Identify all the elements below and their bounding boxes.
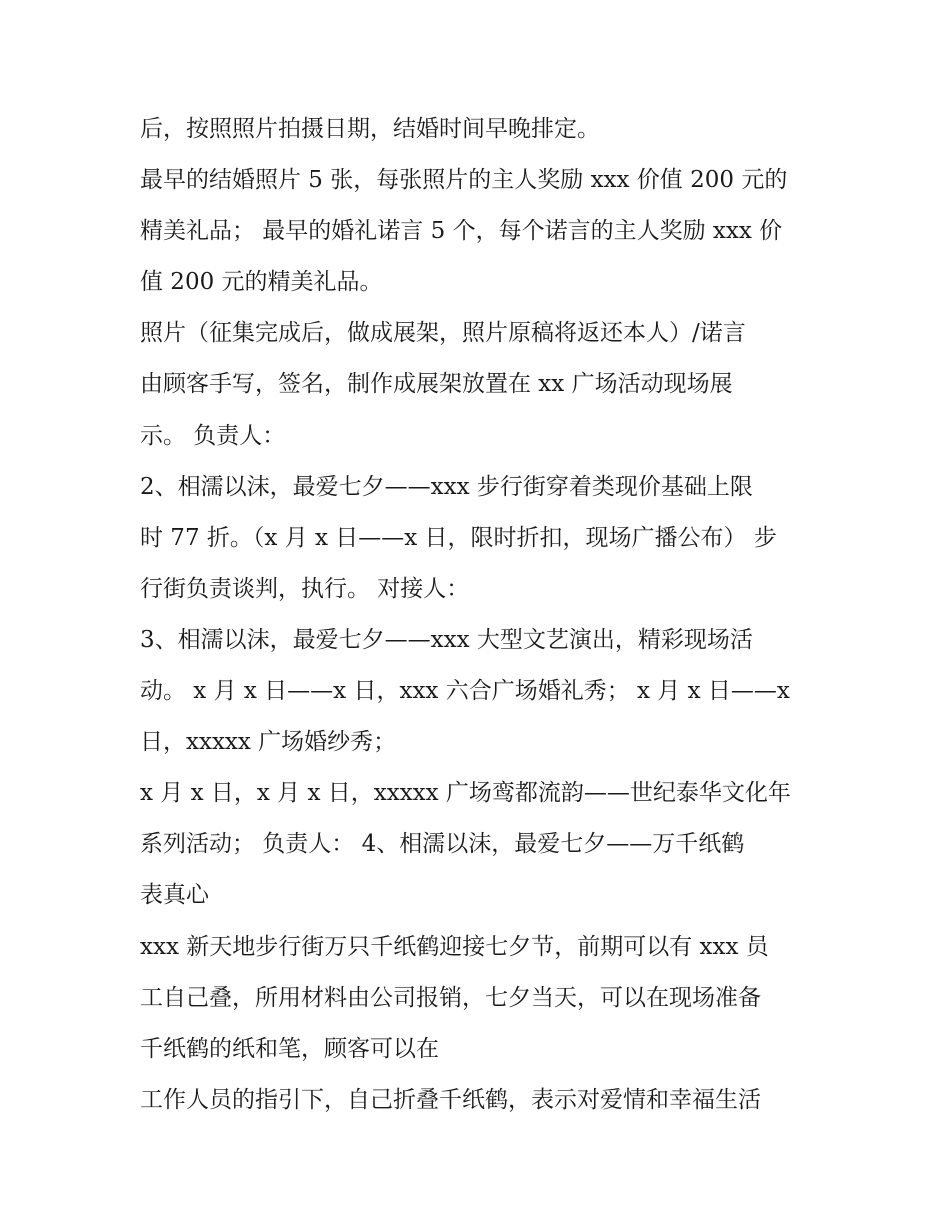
text-line: 工自己叠，所用材料由公司报销，七夕当天，可以在现场准备 (140, 984, 761, 1011)
text-line: 行街负责谈判，执行。 对接人： (140, 575, 470, 602)
text-line: 千纸鹤的纸和笔，顾客可以在 (140, 1035, 439, 1062)
text-line: 3、相濡以沫，最爱七夕——xxx 大型文艺演出，精彩现场活 (140, 626, 753, 653)
text-line: 日，xxxxx 广场婚纱秀； (140, 729, 397, 756)
text-line: 后，按照照片拍摄日期，结婚时间早晚排定。 (140, 116, 600, 142)
text-line: 工作人员的指引下，自己折叠千纸鹤，表示对爱情和幸福生活 (140, 1086, 761, 1113)
text-line: 精美礼品； 最早的婚礼诺言 5 个，每个诺言的主人奖励 xxx 价 (140, 218, 783, 245)
text-line: 示。 负责人： (140, 422, 286, 449)
text-line: 由顾客手写，签名，制作成展架放置在 xx 广场活动现场展 (140, 371, 733, 398)
text-line: 值 200 元的精美礼品。 (140, 269, 383, 296)
text-line: x 月 x 日，x 月 x 日，xxxxx 广场鸾都流韵——世纪泰华文化年 (140, 780, 791, 807)
text-line: 2、相濡以沫，最爱七夕——xxx 步行街穿着类现价基础上限 (140, 473, 753, 500)
text-line: xxx 新天地步行街万只千纸鹤迎接七夕节，前期可以有 xxx 员 (140, 933, 769, 960)
text-line: 动。 x 月 x 日——x 日，xxx 六合广场婚礼秀； x 月 x 日——x (140, 678, 790, 705)
text-line: 系列活动； 负责人： 4、相濡以沫，最爱七夕——万千纸鹤 (140, 831, 745, 858)
document-body (140, 104, 820, 1126)
text-line: 时 77 折。（x 月 x 日——x 日，限时折扣，现场广播公布） 步 (140, 524, 777, 551)
text-line: 最早的结婚照片 5 张，每张照片的主人奖励 xxx 价值 200 元的 (140, 167, 788, 194)
text-line: 照片（征集完成后，做成展架，照片原稿将返还本人）/诺言 (140, 320, 746, 347)
text-line: 表真心 (140, 882, 209, 909)
